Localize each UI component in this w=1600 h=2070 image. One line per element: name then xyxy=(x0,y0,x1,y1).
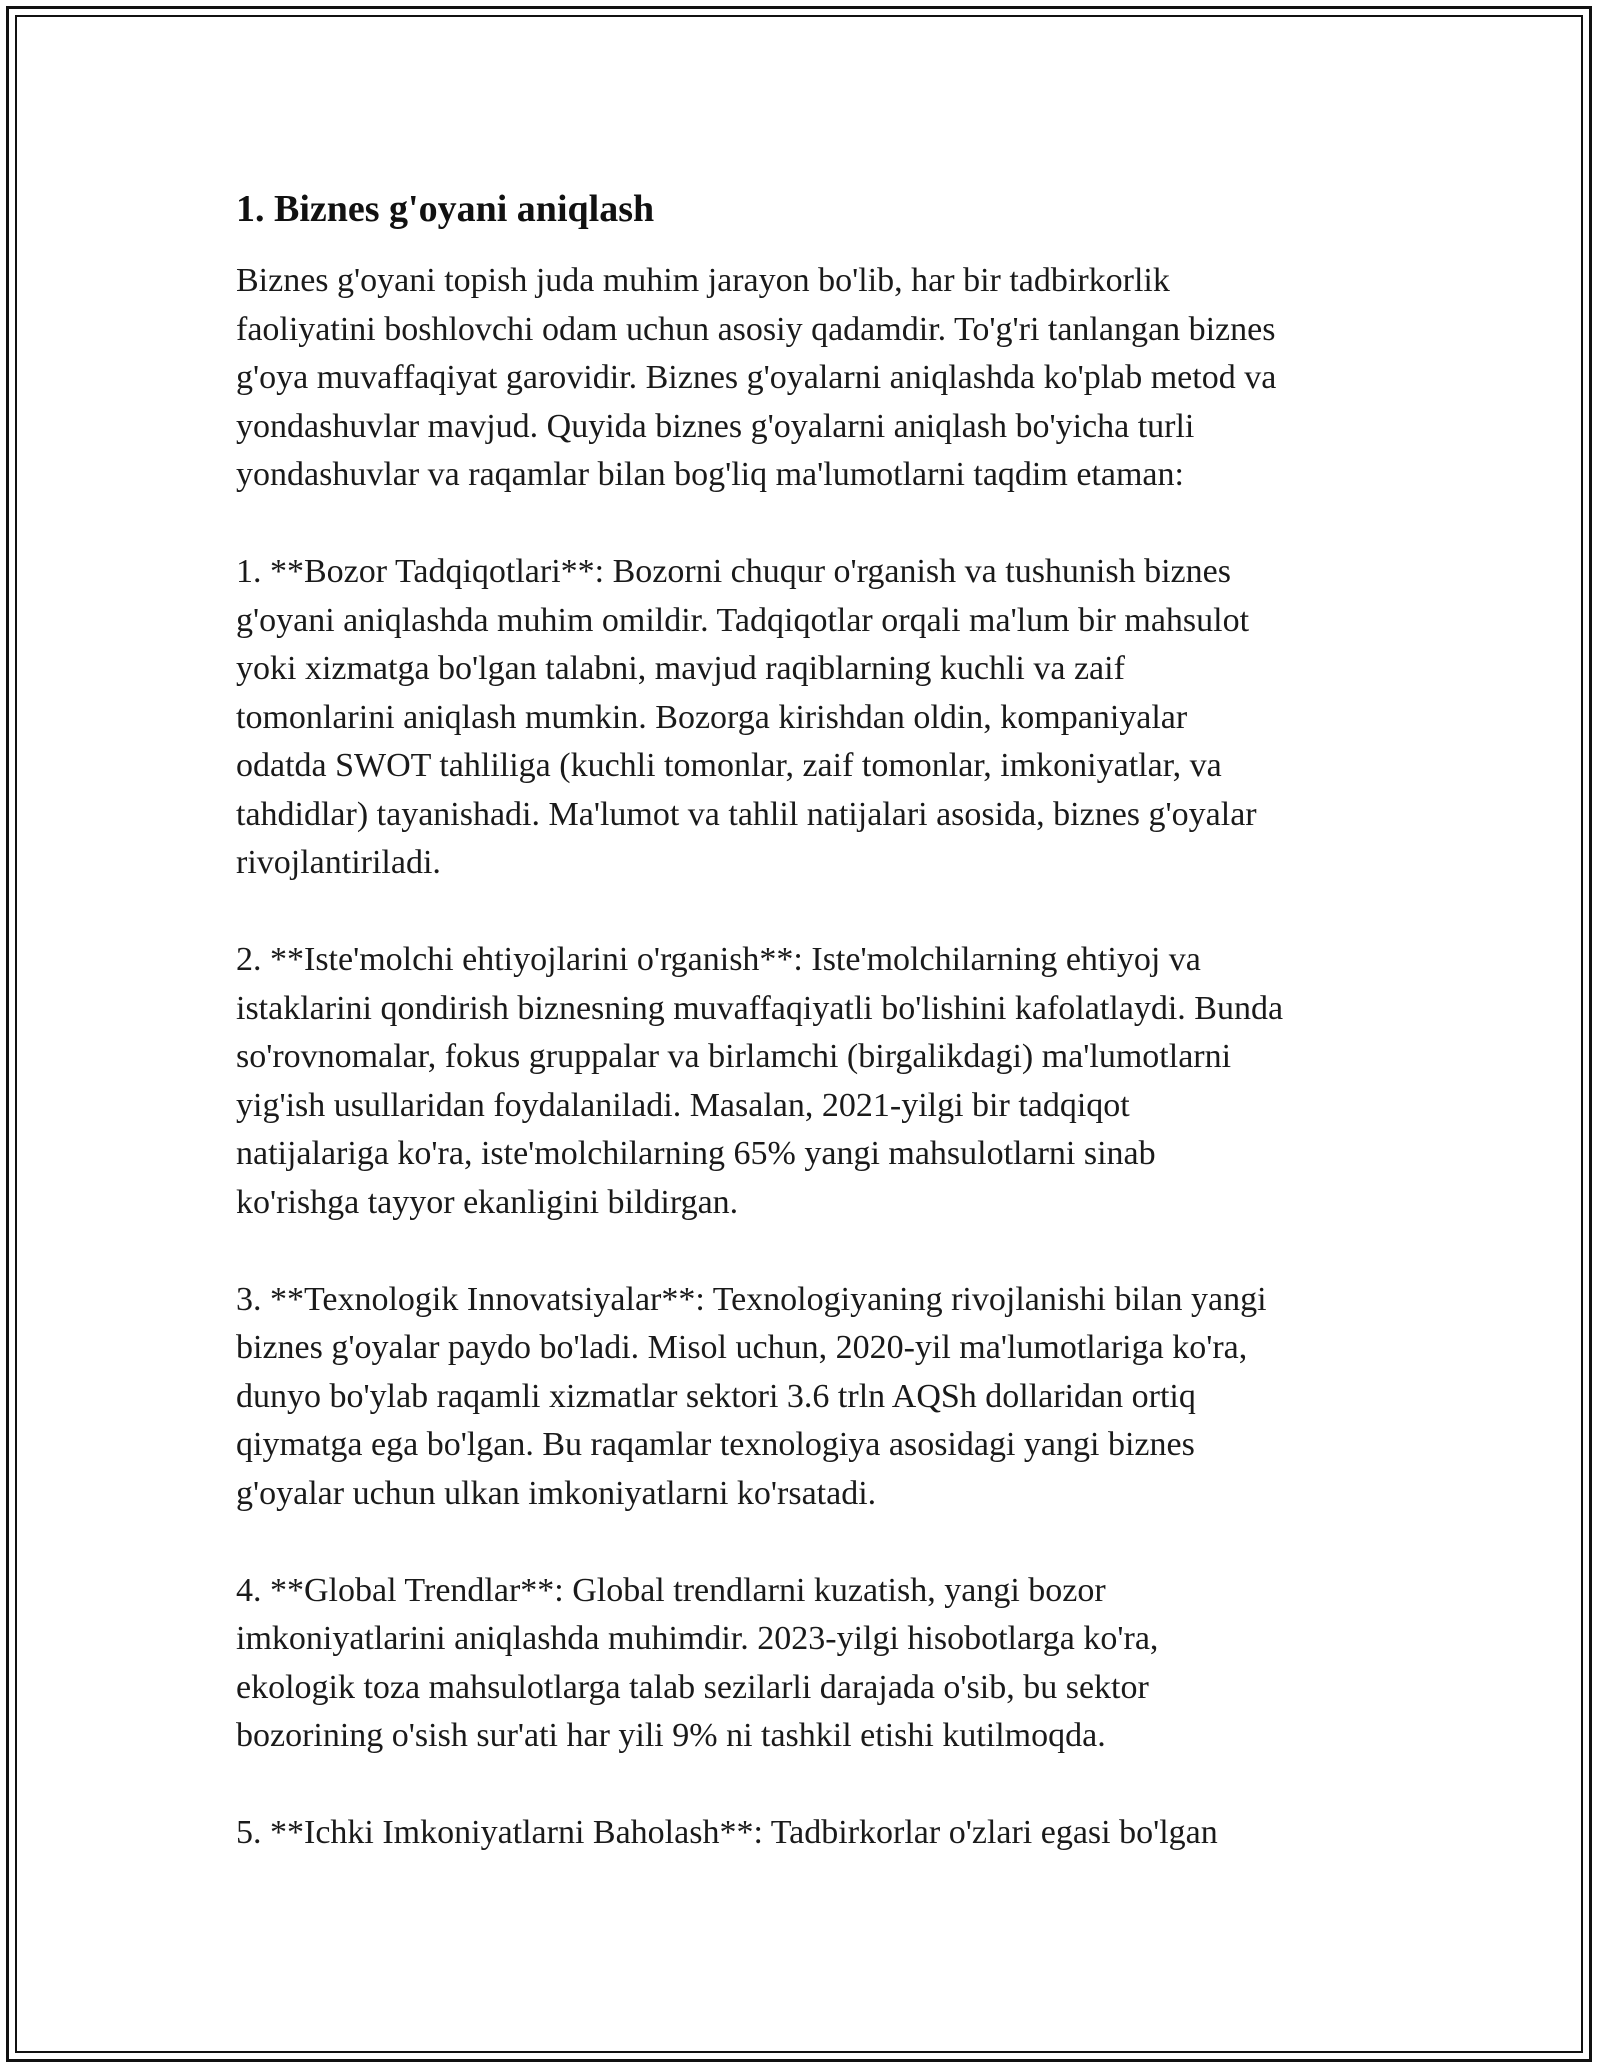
item-1-paragraph xyxy=(236,548,1386,888)
document-heading: 1. Biznes g'oyani aniqlash xyxy=(236,188,655,230)
paragraph-line: ekologik toza mahsulotlarga talab sezilarli darajada o'sib, bu sektor xyxy=(236,1668,1149,1706)
paragraph-line: 1. **Bozor Tadqiqotlari**: Bozorni chuqur o'rganish va tushunish biznes xyxy=(236,553,1231,590)
paragraph-line: 4. **Global Trendlar**: Global trendlarni kuzatish, yangi bozor xyxy=(236,1571,1106,1609)
paragraph-line: 5. **Ichki Imkoniyatlarni Baholash**: Tadbirkorlar o'zlari egasi bo'lgan xyxy=(236,1814,1218,1851)
paragraph-line: Biznes g'oyani topish juda muhim jarayon bo'lib, har bir tadbirkorlik xyxy=(236,262,1170,299)
paragraph-line: imkoniyatlarini aniqlashda muhimdir. 2023-yilgi hisobotlarga ko'ra, xyxy=(236,1620,1159,1657)
paragraph-line: qiymatga ega bo'lgan. Bu raqamlar texnologiya asosidagi yangi biznes xyxy=(236,1426,1195,1463)
paragraph-line: yoki xizmatga bo'lgan talabni, mavjud raqiblarning kuchli va zaif xyxy=(236,650,1125,687)
paragraph-line: g'oyalar uchun ulkan imkoniyatlarni ko'rsatadi. xyxy=(236,1474,877,1512)
item-3-paragraph xyxy=(236,1276,1386,1519)
paragraph-line: bozorining o'sish sur'ati har yili 9% ni tashkil etishi kutilmoqda. xyxy=(236,1717,1106,1754)
paragraph-line: faoliyatini boshlovchi odam uchun asosiy qadamdir. To'g'ri tanlangan biznes xyxy=(236,310,1276,348)
paragraph-line: tomonlarini aniqlash mumkin. Bozorga kirishdan oldin, kompaniyalar xyxy=(236,698,1188,736)
paragraph-line: 3. **Texnologik Innovatsiyalar**: Texnologiyaning rivojlanishi bilan yangi xyxy=(236,1280,1267,1318)
paragraph-line: biznes g'oyalar paydo bo'ladi. Misol uchun, 2020-yil ma'lumotlariga ko'ra, xyxy=(236,1329,1248,1366)
paragraph-line: natijalariga ko'ra, iste'molchilarning 65% yangi mahsulotlarni sinab xyxy=(236,1135,1156,1172)
paragraph-line: so'rovnomalar, fokus gruppalar va birlamchi (birgalikdagi) ma'lumotlarni xyxy=(236,1038,1232,1075)
paragraph-line: odatda SWOT tahliliga (kuchli tomonlar, zaif tomonlar, imkoniyatlar, va xyxy=(236,747,1222,784)
document-body xyxy=(236,185,1386,1906)
paragraph-line: 2. **Iste'molchi ehtiyojlarini o'rganish**: Iste'molchilarning ehtiyoj va xyxy=(236,941,1201,978)
paragraph-line: ko'rishga tayyor ekanligini bildirgan. xyxy=(236,1183,739,1221)
paragraph-line: yondashuvlar mavjud. Quyida biznes g'oyalarni aniqlash bo'yicha turli xyxy=(236,407,1195,445)
paragraph-line: g'oya muvaffaqiyat garovidir. Biznes g'oyalarni aniqlashda ko'plab metod va xyxy=(236,359,1277,396)
paragraph-line: g'oyani aniqlashda muhim omildir. Tadqiqotlar orqali ma'lum bir mahsulot xyxy=(236,601,1250,639)
item-5-paragraph xyxy=(236,1809,1386,1858)
paragraph-line: yondashuvlar va raqamlar bilan bog'liq ma'lumotlarni taqdim etaman: xyxy=(236,456,1184,493)
paragraph-line: yig'ish usullaridan foydalaniladi. Masalan, 2021-yilgi bir tadqiqot xyxy=(236,1086,1130,1124)
intro-paragraph xyxy=(236,257,1386,500)
paragraph-line: rivojlantiriladi. xyxy=(236,844,441,881)
item-2-paragraph xyxy=(236,936,1386,1227)
paragraph-line: dunyo bo'ylab raqamli xizmatlar sektori 3.6 trln AQSh dollaridan ortiq xyxy=(236,1377,1196,1415)
paragraph-line: istaklarini qondirish biznesning muvaffaqiyatli bo'lishini kafolatlaydi. Bunda xyxy=(236,989,1284,1027)
paragraph-line: tahdidlar) tayanishadi. Ma'lumot va tahlil natijalari asosida, biznes g'oyalar xyxy=(236,795,1257,833)
item-4-paragraph xyxy=(236,1567,1386,1761)
